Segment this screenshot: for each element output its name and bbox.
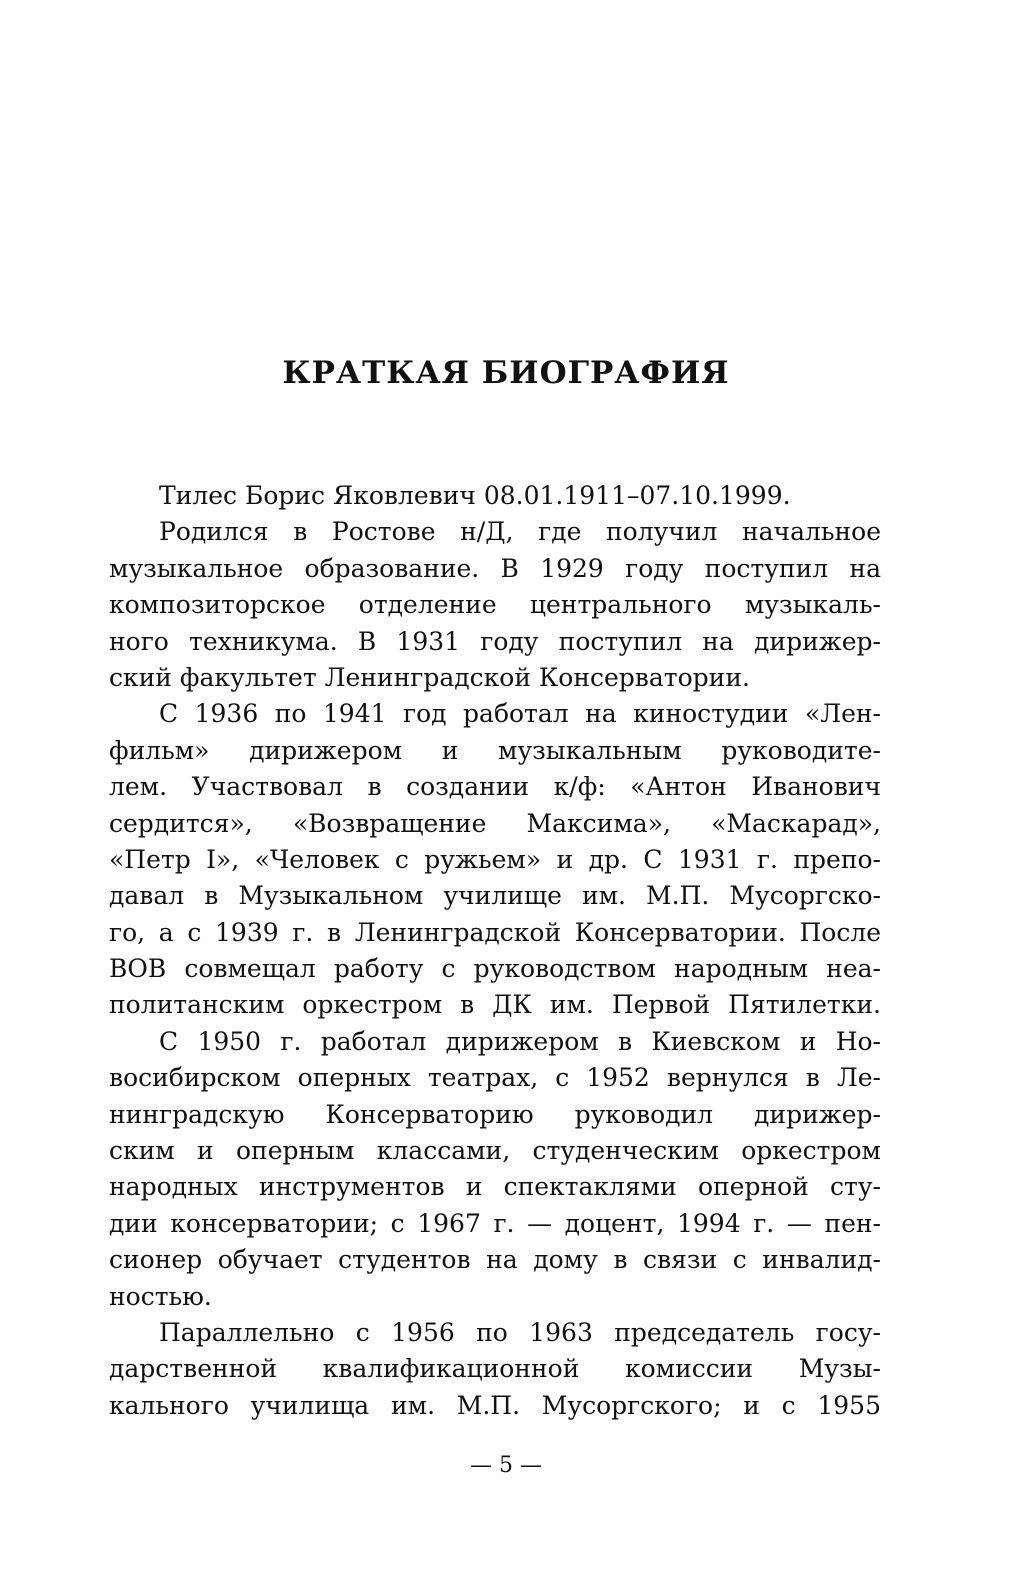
text-line: ским и оперным классами, студенческим оркестром xyxy=(109,1136,881,1166)
text-line: Родился в Ростове н/Д, где получил начальное xyxy=(159,517,881,547)
text-line: лем. Участвовал в создании к/ф: «Антон Иванович xyxy=(109,772,881,802)
page-number: — 5 — xyxy=(470,1453,542,1478)
text-line: восибирском оперных театрах, с 1952 вернулся в Ле- xyxy=(109,1063,881,1093)
text-line: Параллельно с 1956 по 1963 председатель госу- xyxy=(159,1317,881,1347)
text-line: дии консерватории; с 1967 г. — доцент, 1994 г. — пен- xyxy=(109,1208,881,1238)
text-line: нинградскую Консерваторию руководил дирижер- xyxy=(109,1099,881,1129)
text-line: давал в Музыкальном училище им. М.П. Мусоргско- xyxy=(109,881,881,911)
text-line: политанским оркестром в ДК им. Первой Пятилетки. xyxy=(109,990,881,1020)
text-line: народных инструментов и спектаклями оперной сту- xyxy=(109,1172,881,1202)
text-line: ного техникума. В 1931 году поступил на дирижер- xyxy=(109,626,881,656)
text-line: ностью. xyxy=(109,1281,212,1311)
text-line: «Петр I», «Человек с ружьем» и др. С 1931 г. препо- xyxy=(109,844,881,874)
text-line: Тилес Борис Яковлевич 08.01.1911–07.10.1999. xyxy=(159,481,791,510)
text-line: композиторское отделение центрального музыкаль- xyxy=(109,590,881,620)
text-line: кального училища им. М.П. Мусоргского; и с 1955 xyxy=(109,1390,881,1420)
body-text xyxy=(109,478,881,1424)
text-line: ВОВ совмещал работу с руководством народным неа- xyxy=(109,954,881,984)
text-line: сердится», «Возвращение Максима», «Маскарад», xyxy=(109,808,881,838)
text-line: ский факультет Ленинградской Консерватории. xyxy=(109,662,750,692)
text-line: фильм» дирижером и музыкальным руководите- xyxy=(109,735,881,765)
text-line: С 1936 по 1941 год работал на киностудии «Лен- xyxy=(159,699,881,729)
text-line: го, а с 1939 г. в Ленинградской Консерватории. После xyxy=(109,917,881,947)
page-title: КРАТКАЯ БИОГРАФИЯ xyxy=(282,355,730,391)
text-line: С 1950 г. работал дирижером в Киевском и Но- xyxy=(159,1026,881,1056)
text-line: музыкальное образование. В 1929 году поступил на xyxy=(109,553,881,583)
text-line: сионер обучает студентов на дому в связи с инвалид- xyxy=(109,1245,881,1275)
text-line: дарственной квалификационной комиссии Музы- xyxy=(109,1354,881,1384)
